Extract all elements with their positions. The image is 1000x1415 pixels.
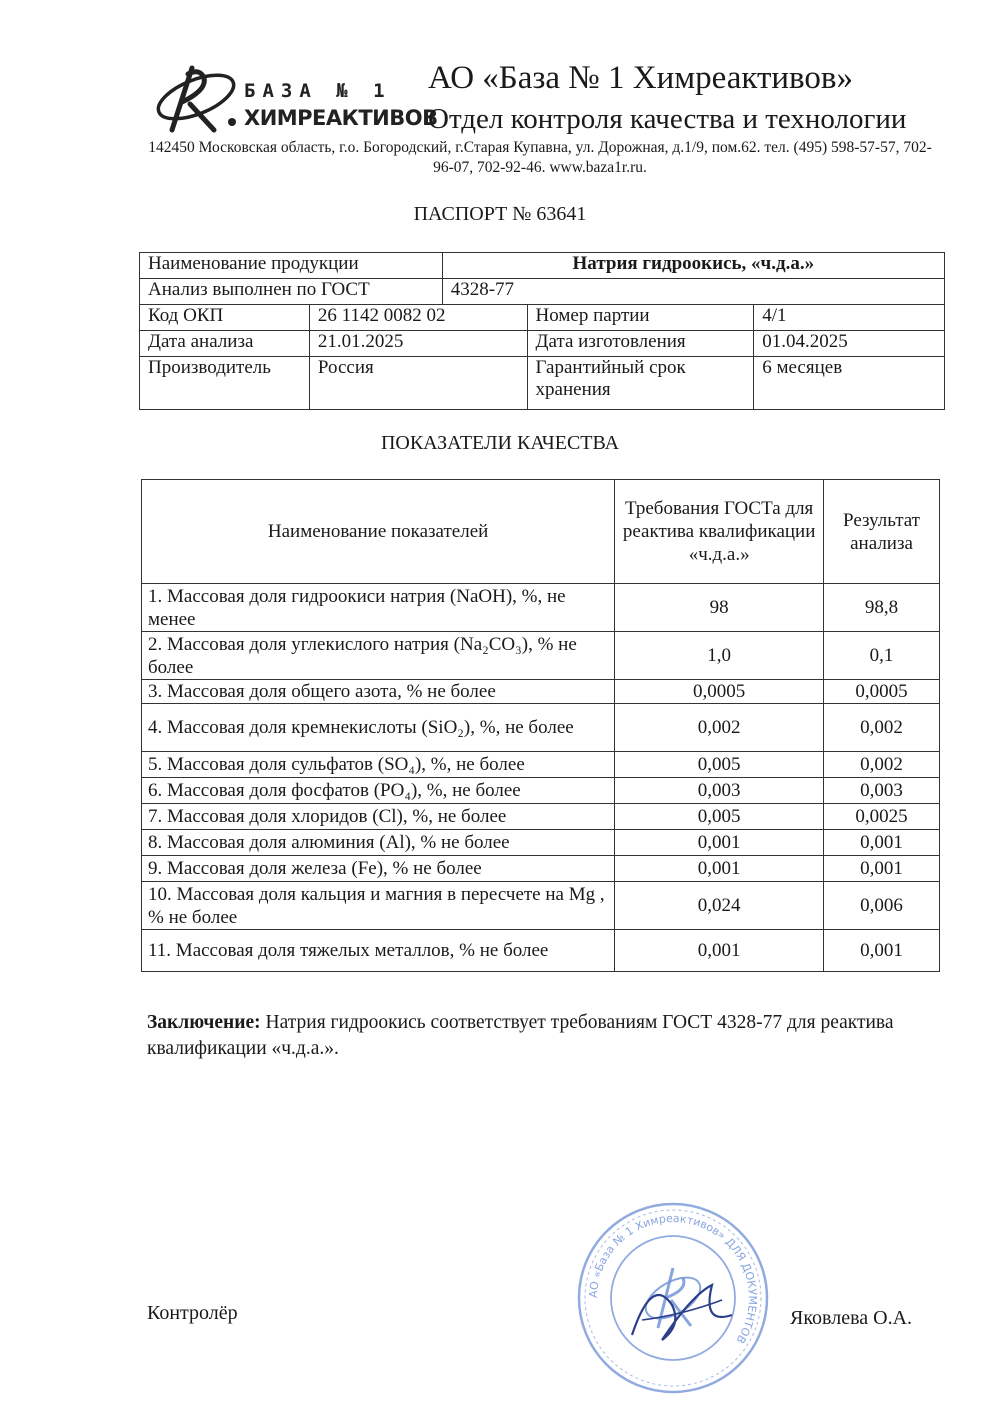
- requirement-value: 0,001: [615, 856, 824, 882]
- indicator-name: 5. Массовая доля сульфатов (SO₄), %, не более: [142, 752, 615, 778]
- table-row: [142, 830, 940, 856]
- result-value: 0,001: [824, 930, 940, 972]
- requirement-value: 0,003: [615, 778, 824, 804]
- conclusion-label: Заключение:: [147, 1012, 261, 1033]
- table-row: [142, 704, 940, 752]
- requirement-value: 0,001: [615, 830, 824, 856]
- requirement-value: 98: [615, 584, 824, 632]
- analysis-date-label: Дата анализа: [140, 331, 310, 357]
- passport-title: ПАСПОРТ № 63641: [413, 203, 587, 225]
- product-info-table: [139, 252, 945, 410]
- result-value: 0,002: [824, 752, 940, 778]
- product-label: Наименование продукции: [140, 253, 443, 279]
- okp-value: 26 1142 0082 02: [309, 305, 527, 331]
- indicator-name: 6. Массовая доля фосфатов (PO₄), %, не более: [142, 778, 615, 804]
- indicator-name: 8. Массовая доля алюминия (Al), % не более: [142, 830, 615, 856]
- result-value: 0,0005: [824, 680, 940, 704]
- table-row: [142, 584, 940, 632]
- product-value: Натрия гидроокись, «ч.д.а.»: [442, 253, 944, 279]
- indicator-name: 9. Массовая доля железа (Fe), % не более: [142, 856, 615, 882]
- department-name: Отдел контроля качества и технологии: [428, 103, 907, 135]
- logo-icon: [152, 60, 242, 135]
- requirement-value: 0,001: [615, 930, 824, 972]
- column-header-requirement: Требования ГОСТа для реактива квалификации «ч.д.а.»: [615, 480, 824, 584]
- result-value: 98,8: [824, 584, 940, 632]
- result-value: 0,001: [824, 856, 940, 882]
- requirement-value: 0,002: [615, 704, 824, 752]
- controller-label: Контролёр: [147, 1302, 238, 1324]
- table-row: [142, 752, 940, 778]
- indicator-name: 11. Массовая доля тяжелых металлов, % не более: [142, 930, 615, 972]
- result-value: 0,003: [824, 778, 940, 804]
- batch-label: Номер партии: [527, 305, 754, 331]
- table-row: [142, 882, 940, 930]
- logo-text-top: БАЗА № 1: [244, 80, 392, 102]
- shelf-life-value: 6 месяцев: [754, 357, 945, 410]
- stamp-text: АО «База № 1 Химреактивов» ДЛЯ ДОКУМЕНТОВ: [586, 1211, 760, 1346]
- indicator-name: 7. Массовая доля хлоридов (Cl), %, не более: [142, 804, 615, 830]
- indicator-name: 2. Массовая доля углекислого натрия (Na₂CO₃), % не более: [142, 632, 615, 680]
- result-value: 0,001: [824, 830, 940, 856]
- indicator-name: 10. Массовая доля кальция и магния в пересчете на Mg , % не более: [142, 882, 615, 930]
- requirement-value: 0,005: [615, 804, 824, 830]
- conclusion-text: Натрия гидроокись соответствует требованиям ГОСТ 4328-77 для реактива квалификации «ч.д.а.».: [147, 1012, 894, 1059]
- indicator-name: 1. Массовая доля гидроокиси натрия (NaOH), %, не менее: [142, 584, 615, 632]
- table-row: [142, 930, 940, 972]
- table-row: [142, 804, 940, 830]
- result-value: 0,1: [824, 632, 940, 680]
- requirement-value: 1,0: [615, 632, 824, 680]
- result-value: 0,002: [824, 704, 940, 752]
- producer-value: Россия: [309, 357, 527, 410]
- table-row: [142, 680, 940, 704]
- table-row: [142, 778, 940, 804]
- analysis-date-value: 21.01.2025: [309, 331, 527, 357]
- column-header-name: Наименование показателей: [142, 480, 615, 584]
- signature: [612, 1265, 752, 1355]
- quality-title: ПОКАЗАТЕЛИ КАЧЕСТВА: [380, 432, 620, 454]
- logo-text-bottom: ХИМРЕАКТИВОВ: [244, 106, 438, 130]
- batch-value: 4/1: [754, 305, 945, 331]
- quality-table: [141, 479, 940, 972]
- indicator-name: 3. Массовая доля общего азота, % не более: [142, 680, 615, 704]
- company-address: 142450 Московская область, г.о. Богородский, г.Старая Купавна, ул. Дорожная, д.1/9, пом.62. тел. (495) 598-57-57, 702-96-07, 702-92-46. www.baza1r.ru.: [148, 139, 932, 176]
- manufacture-date-value: 01.04.2025: [754, 331, 945, 357]
- requirement-value: 0,024: [615, 882, 824, 930]
- gost-value: 4328-77: [442, 279, 944, 305]
- result-value: 0,0025: [824, 804, 940, 830]
- requirement-value: 0,0005: [615, 680, 824, 704]
- gost-label: Анализ выполнен по ГОСТ: [140, 279, 443, 305]
- shelf-life-label: Гарантийный срок хранения: [527, 357, 754, 410]
- indicator-name: 4. Массовая доля кремнекислоты (SiO₂), %, не более: [142, 704, 615, 752]
- result-value: 0,006: [824, 882, 940, 930]
- company-name: АО «База № 1 Химреактивов»: [428, 60, 853, 96]
- okp-label: Код ОКП: [140, 305, 310, 331]
- conclusion: [147, 1010, 937, 1062]
- table-row: [142, 632, 940, 680]
- producer-label: Производитель: [140, 357, 310, 410]
- manufacture-date-label: Дата изготовления: [527, 331, 754, 357]
- table-row: [142, 856, 940, 882]
- signer-name: Яковлева О.А.: [790, 1307, 913, 1329]
- requirement-value: 0,005: [615, 752, 824, 778]
- company-logo: [152, 60, 438, 135]
- column-header-result: Результат анализа: [824, 480, 940, 584]
